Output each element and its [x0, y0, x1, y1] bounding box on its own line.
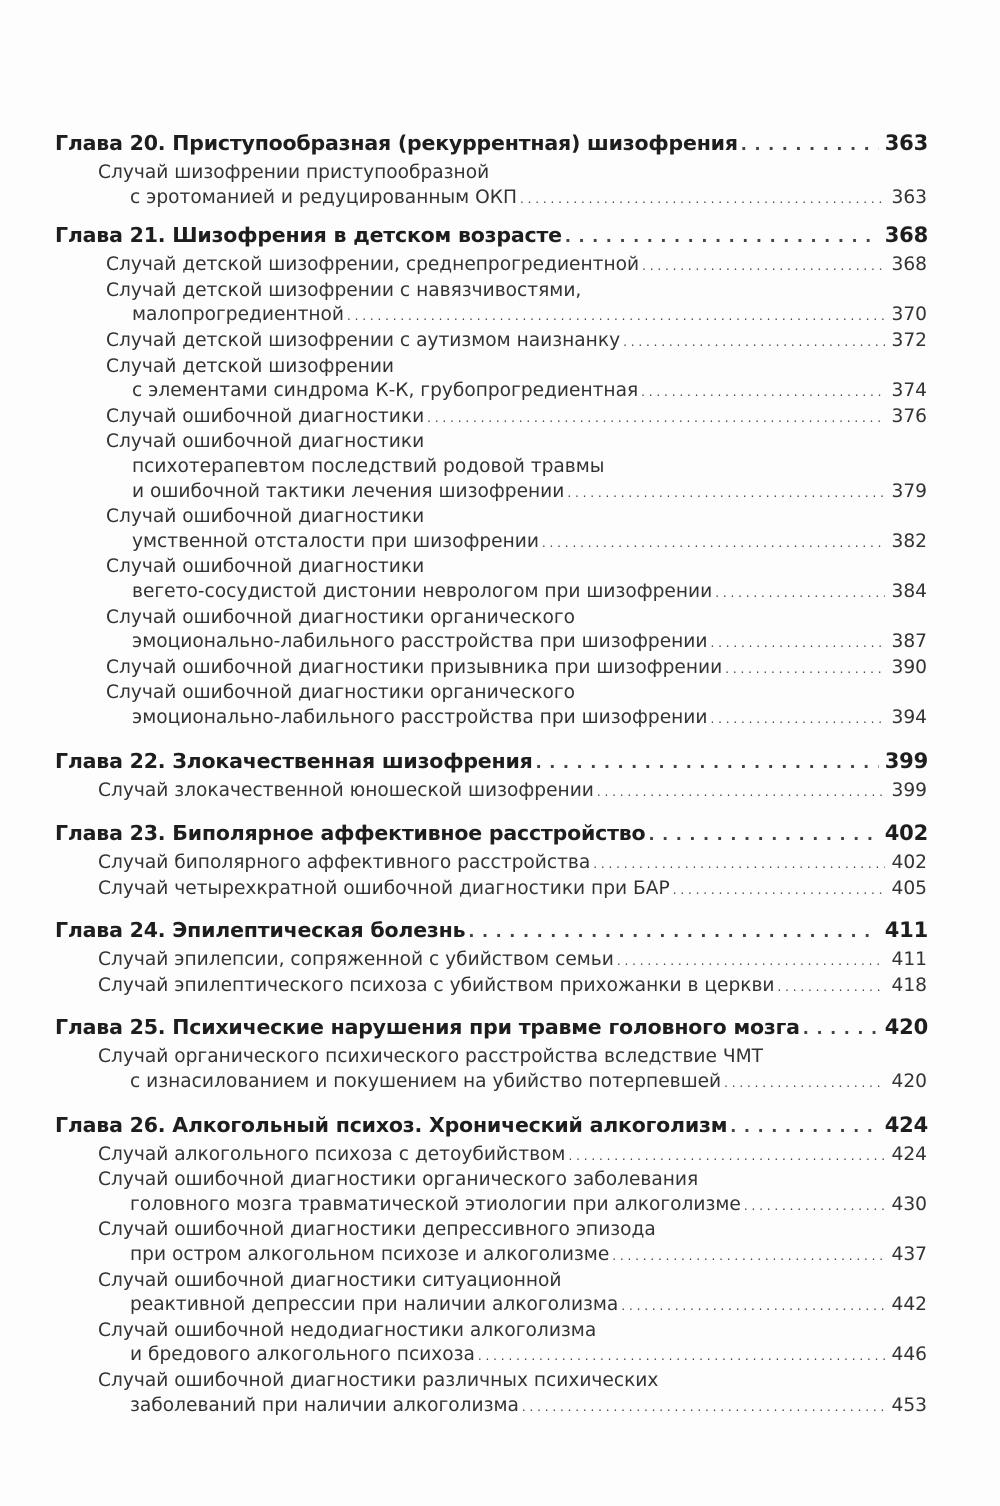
- entry-page-number: 446: [891, 1344, 927, 1366]
- entry-line: [106, 656, 928, 682]
- entry-text: Случай ошибочной диагностики: [106, 405, 425, 427]
- entry-page-number: 442: [891, 1294, 927, 1316]
- entry-line: [106, 430, 928, 455]
- chapter-heading[interactable]: [55, 127, 928, 161]
- entry-page-number: 411: [891, 949, 927, 971]
- toc-entry[interactable]: [0, 1045, 1000, 1095]
- entry-line: [106, 555, 928, 580]
- entry-text: малопрогредиентной: [132, 304, 345, 326]
- entry-line: [98, 161, 928, 186]
- entry-page-number: 418: [891, 974, 927, 996]
- dot-leader: [597, 779, 885, 805]
- entry-text: Случай эпилепсии, сопряженной с убийством семьи: [98, 949, 614, 971]
- dot-leader: [536, 745, 879, 779]
- table-of-contents: [0, 127, 1000, 1426]
- entry-text: умственной отсталости при шизофрении: [132, 530, 539, 552]
- entry-line: [98, 1045, 928, 1070]
- toc-entry[interactable]: [0, 606, 1000, 656]
- entry-line: [98, 1319, 928, 1344]
- entry-page-number: 384: [891, 580, 927, 602]
- entry-text: Случай ошибочной диагностики: [106, 431, 425, 453]
- dot-leader: [468, 914, 878, 948]
- chapter-page-number: 420: [884, 1015, 928, 1040]
- chapter-title: Глава 25. Психические нарушения при травме головного мозга: [55, 1015, 800, 1040]
- entry-text: с эротоманией и редуцированным ОКП: [130, 186, 517, 208]
- entry-line: [106, 329, 928, 355]
- dot-leader: [542, 530, 885, 556]
- entry-text: Случай детской шизофрении, среднепрогредиентной: [106, 254, 640, 276]
- entry-line: [98, 779, 928, 805]
- entry-line: [106, 505, 928, 530]
- entry-text: Случай эпилептического психоза с убийством прихожанки в церкви: [98, 974, 775, 996]
- entry-text: и бредового алкогольного психоза: [130, 1344, 475, 1366]
- dot-leader: [347, 303, 885, 329]
- entry-line: [132, 379, 928, 405]
- entry-page-number: 387: [891, 631, 927, 653]
- chapter-page-number: 424: [884, 1112, 928, 1137]
- toc-entry[interactable]: [0, 555, 1000, 605]
- entry-line: [98, 1143, 928, 1169]
- entry-line: [98, 1218, 928, 1243]
- entry-text: Случай ошибочной диагностики: [106, 556, 425, 578]
- entry-line: [98, 1168, 928, 1193]
- entry-text: Случай ошибочной диагностики ситуационной: [98, 1269, 562, 1291]
- dot-leader: [565, 219, 879, 253]
- entry-page-number: 368: [891, 254, 927, 276]
- dot-leader: [730, 1109, 878, 1143]
- dot-leader: [673, 877, 885, 903]
- entry-page-number: 430: [891, 1193, 927, 1215]
- dot-leader: [522, 1394, 885, 1420]
- chapter-heading[interactable]: [55, 817, 928, 851]
- entry-text: реактивной депрессии при наличии алкоголизма: [130, 1294, 619, 1316]
- dot-leader: [741, 127, 879, 161]
- entry-text: Случай ошибочной диагностики призывника при шизофрении: [106, 656, 723, 678]
- entry-text: эмоционально-лабильного расстройства при шизофрении: [132, 706, 708, 728]
- entry-page-number: 453: [891, 1394, 927, 1416]
- toc-chapter: [0, 745, 1000, 805]
- entry-line: [130, 1293, 928, 1319]
- toc-entry[interactable]: [0, 161, 1000, 211]
- entry-text: психотерапевтом последствий родовой травмы: [132, 455, 605, 477]
- entry-page-number: 437: [891, 1244, 927, 1265]
- toc-entry[interactable]: [0, 1218, 1000, 1268]
- toc-entry[interactable]: [0, 656, 1000, 682]
- dot-leader: [725, 656, 885, 682]
- entry-page-number: 399: [891, 780, 927, 802]
- entry-page-number: 420: [891, 1071, 927, 1093]
- toc-entry[interactable]: [0, 253, 1000, 279]
- entry-text: с изнасилованием и покушением на убийство потерпевшей: [130, 1071, 722, 1093]
- entry-text: при остром алкогольном психозе и алкоголизме: [130, 1244, 610, 1265]
- dot-leader: [648, 817, 878, 851]
- toc-entry[interactable]: [0, 1269, 1000, 1319]
- toc-entry[interactable]: [0, 430, 1000, 505]
- chapter-page-number: 411: [884, 918, 928, 943]
- entry-line: [98, 1269, 928, 1294]
- toc-entry[interactable]: [0, 355, 1000, 405]
- entry-line: [106, 253, 928, 279]
- toc-entry[interactable]: [0, 851, 1000, 877]
- entry-line: [132, 530, 928, 556]
- toc-chapter: [0, 914, 1000, 999]
- entry-text: головного мозга травматической этиологии при алкоголизме: [130, 1193, 741, 1215]
- entry-page-number: 424: [891, 1143, 927, 1165]
- entry-line: [106, 681, 928, 706]
- toc-chapter: [0, 1109, 1000, 1420]
- chapter-page-number: 399: [884, 749, 928, 774]
- dot-leader: [623, 329, 885, 355]
- dot-leader: [427, 405, 885, 431]
- chapter-title: Глава 24. Эпилептическая болезнь: [55, 918, 466, 943]
- entry-page-number: 379: [891, 480, 927, 502]
- chapter-page-number: 402: [884, 821, 928, 846]
- dot-leader: [478, 1343, 885, 1369]
- toc-entry[interactable]: [0, 405, 1000, 431]
- toc-entry[interactable]: [0, 681, 1000, 731]
- entry-text: Случай ошибочной диагностики органического: [106, 606, 576, 628]
- chapter-page-number: 368: [884, 223, 928, 248]
- entry-text: Случай детской шизофрении: [106, 355, 395, 377]
- entry-line: [106, 405, 928, 431]
- entry-text: Случай ошибочной диагностики: [106, 506, 425, 528]
- entry-line: [130, 1193, 928, 1219]
- entry-line: [132, 630, 928, 656]
- toc-entry[interactable]: [0, 505, 1000, 555]
- entry-line: [130, 1243, 928, 1269]
- toc-entry[interactable]: [0, 1319, 1000, 1369]
- entry-page-number: 382: [891, 530, 927, 552]
- entry-line: [98, 948, 928, 974]
- entry-line: [98, 851, 928, 877]
- toc-entry[interactable]: [0, 779, 1000, 805]
- chapter-heading[interactable]: [55, 1109, 928, 1143]
- toc-chapter: [0, 127, 1000, 211]
- dot-leader: [621, 1293, 885, 1319]
- entry-page-number: 402: [891, 852, 927, 874]
- toc-entry[interactable]: [0, 948, 1000, 974]
- entry-text: Случай органического психического расстройства вследствие ЧМТ: [98, 1046, 764, 1068]
- dot-leader: [568, 1143, 885, 1169]
- dot-leader: [724, 1070, 885, 1096]
- entry-page-number: 374: [891, 380, 927, 402]
- entry-text: Случай ошибочной диагностики органического заболевания: [98, 1169, 699, 1191]
- toc-entry[interactable]: [0, 1168, 1000, 1218]
- entry-line: [106, 355, 928, 380]
- entry-line: [130, 1070, 928, 1096]
- entry-line: [98, 877, 928, 903]
- entry-page-number: 376: [891, 405, 927, 427]
- entry-text: с элементами синдрома К-К, грубопрогредиентная: [132, 380, 639, 402]
- entry-text: Случай шизофрении приступообразной: [98, 162, 490, 183]
- chapter-title: Глава 26. Алкогольный психоз. Хронический алкоголизм: [55, 1112, 728, 1137]
- dot-leader: [641, 379, 885, 405]
- dot-leader: [715, 580, 885, 606]
- chapter-heading[interactable]: [55, 219, 928, 253]
- entry-text: Случай ошибочной диагностики депрессивного эпизода: [98, 1219, 656, 1241]
- dot-leader: [642, 253, 885, 279]
- entry-text: Случай детской шизофрении с аутизмом наизнанку: [106, 329, 621, 351]
- entry-text: Случай злокачественной юношеской шизофрении: [98, 780, 594, 802]
- entry-text: Случай ошибочной диагностики различных психических: [98, 1369, 659, 1391]
- entry-line: [130, 1394, 928, 1420]
- toc-entry[interactable]: [0, 877, 1000, 903]
- toc-chapter: [0, 1011, 1000, 1095]
- entry-line: [98, 1369, 928, 1394]
- entry-line: [132, 706, 928, 732]
- entry-line: [132, 480, 928, 506]
- entry-text: Случай алкогольного психоза с детоубийством: [98, 1143, 566, 1165]
- chapter-title: Глава 21. Шизофрения в детском возрасте: [55, 223, 562, 248]
- entry-page-number: 394: [891, 706, 927, 728]
- chapter-heading[interactable]: [55, 914, 928, 948]
- toc-chapter: [0, 219, 1000, 731]
- entry-line: [106, 279, 928, 304]
- chapter-title: Глава 23. Биполярное аффективное расстройство: [55, 821, 646, 846]
- chapter-heading[interactable]: [55, 745, 928, 779]
- dot-leader: [612, 1243, 885, 1269]
- entry-line: [132, 580, 928, 606]
- chapter-heading[interactable]: [55, 1011, 928, 1045]
- entry-line: [130, 186, 928, 212]
- dot-leader: [744, 1193, 885, 1219]
- dot-leader: [593, 851, 885, 877]
- entry-text: эмоционально-лабильного расстройства при шизофрении: [132, 631, 708, 653]
- entry-page-number: 363: [891, 186, 927, 208]
- entry-line: [132, 303, 928, 329]
- entry-text: Случай биполярного аффективного расстройства: [98, 852, 591, 874]
- dot-leader: [520, 186, 885, 212]
- entry-text: Случай четырехкратной ошибочной диагностики при БАР: [98, 877, 670, 899]
- entry-text: Случай детской шизофрении с навязчивостями,: [106, 279, 582, 301]
- entry-line: [130, 1343, 928, 1369]
- entry-text: вегето-сосудистой дистонии неврологом при шизофрении: [132, 580, 713, 602]
- entry-text: Случай ошибочной диагностики органического: [106, 682, 576, 704]
- chapter-title: Глава 22. Злокачественная шизофрения: [55, 749, 533, 774]
- toc-entry[interactable]: [0, 1143, 1000, 1169]
- dot-leader: [567, 480, 885, 506]
- toc-entry[interactable]: [0, 279, 1000, 329]
- chapter-page-number: 363: [884, 131, 928, 155]
- entry-page-number: 372: [891, 329, 927, 351]
- entry-page-number: 370: [891, 304, 927, 326]
- dot-leader: [778, 974, 885, 1000]
- entry-page-number: 405: [891, 877, 927, 899]
- entry-line: [106, 606, 928, 631]
- toc-entry[interactable]: [0, 974, 1000, 1000]
- entry-text: Случай ошибочной недодиагностики алкоголизма: [98, 1319, 597, 1341]
- dot-leader: [710, 706, 885, 732]
- chapter-title: Глава 20. Приступообразная (рекуррентная) шизофрения: [55, 131, 738, 155]
- dot-leader: [803, 1011, 879, 1045]
- toc-entry[interactable]: [0, 1369, 1000, 1419]
- toc-chapter: [0, 817, 1000, 902]
- dot-leader: [617, 948, 885, 974]
- entry-text: заболеваний при наличии алкоголизма: [130, 1394, 519, 1416]
- dot-leader: [710, 630, 885, 656]
- entry-text: и ошибочной тактики лечения шизофрении: [132, 480, 565, 502]
- toc-entry[interactable]: [0, 329, 1000, 355]
- entry-line: [132, 455, 928, 480]
- entry-line: [98, 974, 928, 1000]
- entry-page-number: 390: [891, 656, 927, 678]
